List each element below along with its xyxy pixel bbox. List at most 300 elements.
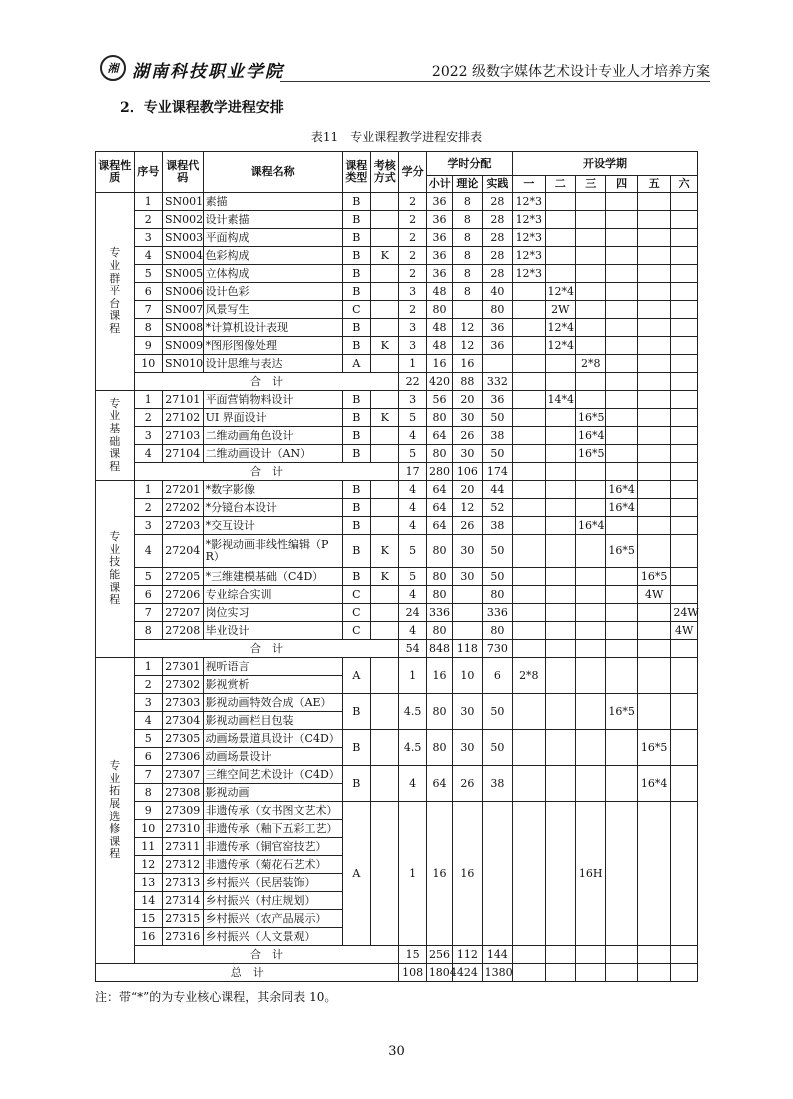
semester-cell [606, 373, 637, 391]
course-name: 设计素描 [203, 211, 342, 229]
course-credit: 4 [399, 517, 426, 535]
course-type: B [342, 211, 370, 229]
semester-cell [513, 535, 545, 568]
course-name: 视听语言 [203, 658, 342, 676]
subtotal-theory: 118 [453, 640, 482, 658]
subtotal-credit: 15 [399, 946, 426, 964]
semester-cell [637, 265, 670, 283]
page-number: 30 [388, 1044, 405, 1059]
exam-mode [371, 193, 399, 211]
course-code: 27103 [162, 427, 203, 445]
course-category: 专业基础课程 [96, 391, 135, 481]
semester-cell [545, 730, 575, 766]
semester-cell [545, 517, 575, 535]
theory-hours: 30 [453, 730, 482, 766]
semester-cell [606, 391, 637, 409]
table-row [96, 283, 698, 301]
exam-mode [371, 730, 399, 766]
semester-cell [606, 337, 637, 355]
header-sem-4: 四 [606, 176, 637, 193]
semester-cell [606, 730, 637, 766]
subtotal-row [96, 463, 698, 481]
course-credit: 5 [399, 568, 426, 586]
table-body [96, 193, 698, 982]
practice-hours: 80 [482, 622, 512, 640]
semester-cell [575, 604, 605, 622]
exam-mode [371, 265, 399, 283]
subtotal-practice: 174 [482, 463, 512, 481]
header-no: 序号 [134, 152, 162, 193]
semester-cell [513, 640, 545, 658]
table-row [96, 445, 698, 463]
semester-cell [671, 730, 698, 766]
semester-cell [637, 640, 670, 658]
semester-cell: 16*5 [637, 730, 670, 766]
course-type: B [342, 517, 370, 535]
practice-hours: 50 [482, 445, 512, 463]
course-code: 27304 [162, 712, 203, 730]
semester-cell: 12*4 [545, 283, 575, 301]
subtotal-label: 合 计 [134, 463, 399, 481]
document-title: 2022 级数字媒体艺术设计专业人才培养方案 [431, 64, 710, 80]
exam-mode [371, 445, 399, 463]
semester-cell [575, 658, 605, 694]
semester-cell [545, 535, 575, 568]
course-no: 6 [134, 283, 162, 301]
total-hours: 36 [426, 265, 452, 283]
semester-cell [606, 301, 637, 319]
semester-cell [671, 247, 698, 265]
course-type: C [342, 622, 370, 640]
course-no: 2 [134, 409, 162, 427]
semester-cell: 16H [575, 802, 605, 946]
course-type: B [342, 445, 370, 463]
semester-cell: 12*4 [545, 337, 575, 355]
semester-cell [575, 265, 605, 283]
total-hours: 80 [426, 586, 452, 604]
semester-cell [637, 229, 670, 247]
course-no: 2 [134, 211, 162, 229]
semester-cell [637, 694, 670, 730]
semester-cell [637, 445, 670, 463]
total-hours: 16 [426, 355, 452, 373]
section-heading: 2．专业课程教学进程安排 [120, 100, 284, 116]
exam-mode [371, 229, 399, 247]
course-no: 6 [134, 748, 162, 766]
course-credit: 4 [399, 481, 426, 499]
semester-cell: 12*3 [513, 229, 545, 247]
semester-cell [545, 409, 575, 427]
course-name: *计算机设计表现 [203, 319, 342, 337]
subtotal-hours: 280 [426, 463, 452, 481]
semester-cell: 12*3 [513, 247, 545, 265]
practice-hours: 336 [482, 604, 512, 622]
total-hours: 80 [426, 730, 452, 766]
theory-hours: 26 [453, 427, 482, 445]
school-name: 湖南科技职业学院 [132, 62, 284, 82]
course-code: 27314 [162, 892, 203, 910]
semester-cell [513, 463, 545, 481]
semester-cell [513, 319, 545, 337]
course-no: 11 [134, 838, 162, 856]
school-logo-icon [100, 55, 126, 81]
course-credit: 3 [399, 337, 426, 355]
practice-hours: 28 [482, 247, 512, 265]
semester-cell: 16*4 [606, 499, 637, 517]
semester-cell [545, 640, 575, 658]
table-row [96, 193, 698, 211]
semester-cell [606, 946, 637, 964]
course-no: 10 [134, 820, 162, 838]
semester-cell [671, 499, 698, 517]
exam-mode [371, 301, 399, 319]
course-no: 13 [134, 874, 162, 892]
table-row [96, 409, 698, 427]
theory-hours: 16 [453, 802, 482, 946]
semester-cell [513, 481, 545, 499]
semester-cell [513, 964, 545, 982]
course-name: 风景写生 [203, 301, 342, 319]
course-code: 27301 [162, 658, 203, 676]
semester-cell: 12*3 [513, 211, 545, 229]
semester-cell [513, 586, 545, 604]
table-row [96, 229, 698, 247]
subtotal-practice: 730 [482, 640, 512, 658]
semester-cell [671, 193, 698, 211]
course-no: 4 [134, 535, 162, 568]
course-name: 影视动画栏目包装 [203, 712, 342, 730]
course-code: 27202 [162, 499, 203, 517]
semester-cell [545, 766, 575, 802]
theory-hours: 10 [453, 658, 482, 694]
semester-cell [545, 427, 575, 445]
course-code: 27303 [162, 694, 203, 712]
course-type: B [342, 319, 370, 337]
course-no: 4 [134, 445, 162, 463]
total-hours: 48 [426, 337, 452, 355]
semester-cell [606, 409, 637, 427]
course-code: SN004 [162, 247, 203, 265]
exam-mode [371, 319, 399, 337]
semester-cell [671, 517, 698, 535]
semester-cell [575, 463, 605, 481]
subtotal-theory: 106 [453, 463, 482, 481]
exam-mode: K [371, 337, 399, 355]
semester-cell [671, 463, 698, 481]
course-code: 27316 [162, 928, 203, 946]
subtotal-label: 合 计 [134, 640, 399, 658]
course-code: 27305 [162, 730, 203, 748]
semester-cell [606, 445, 637, 463]
course-no: 9 [134, 802, 162, 820]
course-type: B [342, 283, 370, 301]
course-no: 3 [134, 517, 162, 535]
theory-hours [453, 301, 482, 319]
semester-cell: 4W [671, 622, 698, 640]
subtotal-hours: 420 [426, 373, 452, 391]
semester-cell: 2*8 [575, 355, 605, 373]
course-name: 二维动画设计（AN） [203, 445, 342, 463]
course-name: 乡村振兴（农产品展示） [203, 910, 342, 928]
semester-cell [513, 301, 545, 319]
practice-hours: 50 [482, 730, 512, 766]
semester-cell [637, 247, 670, 265]
course-code: SN010 [162, 355, 203, 373]
total-hours: 36 [426, 211, 452, 229]
course-code: 27310 [162, 820, 203, 838]
course-name: 非遗传承（女书图文艺术） [203, 802, 342, 820]
course-no: 7 [134, 301, 162, 319]
semester-cell [671, 802, 698, 946]
subtotal-hours: 256 [426, 946, 452, 964]
course-code: 27101 [162, 391, 203, 409]
semester-cell [575, 946, 605, 964]
semester-cell [671, 391, 698, 409]
course-credit: 1 [399, 355, 426, 373]
semester-cell [671, 337, 698, 355]
semester-cell [513, 391, 545, 409]
header-name: 课程名称 [203, 152, 342, 193]
table-row [96, 211, 698, 229]
semester-cell: 24W [671, 604, 698, 622]
table-row [96, 622, 698, 640]
semester-cell [575, 568, 605, 586]
semester-cell [513, 946, 545, 964]
table-row [96, 766, 698, 784]
semester-cell [575, 586, 605, 604]
semester-cell [671, 766, 698, 802]
semester-cell [671, 355, 698, 373]
course-name: UI 界面设计 [203, 409, 342, 427]
theory-hours: 12 [453, 319, 482, 337]
semester-cell [637, 373, 670, 391]
course-credit: 3 [399, 391, 426, 409]
table-row [96, 247, 698, 265]
semester-cell: 2*8 [513, 658, 545, 694]
course-name: 非遗传承（釉下五彩工艺） [203, 820, 342, 838]
course-type: B [342, 481, 370, 499]
theory-hours: 8 [453, 283, 482, 301]
semester-cell [513, 730, 545, 766]
course-name: 立体构成 [203, 265, 342, 283]
semester-cell [575, 499, 605, 517]
exam-mode: K [371, 535, 399, 568]
course-code: 27203 [162, 517, 203, 535]
course-name: 乡村振兴（人文景观） [203, 928, 342, 946]
theory-hours: 26 [453, 766, 482, 802]
subtotal-row [96, 946, 698, 964]
theory-hours: 8 [453, 193, 482, 211]
course-credit: 5 [399, 409, 426, 427]
course-type: B [342, 265, 370, 283]
course-code: 27315 [162, 910, 203, 928]
total-hours: 48 [426, 319, 452, 337]
course-name: 专业综合实训 [203, 586, 342, 604]
course-name: 平面营销物料设计 [203, 391, 342, 409]
semester-cell [513, 409, 545, 427]
course-code: 27308 [162, 784, 203, 802]
grand-total-hours: 1804 [426, 964, 452, 982]
semester-cell [671, 640, 698, 658]
practice-hours: 38 [482, 766, 512, 802]
semester-cell [671, 445, 698, 463]
semester-cell [545, 658, 575, 694]
table-row [96, 535, 698, 568]
subtotal-label: 合 计 [134, 373, 399, 391]
theory-hours: 30 [453, 535, 482, 568]
exam-mode: K [371, 409, 399, 427]
semester-cell [637, 604, 670, 622]
semester-cell [545, 802, 575, 946]
semester-cell [545, 622, 575, 640]
course-credit: 4 [399, 586, 426, 604]
exam-mode [371, 517, 399, 535]
semester-cell [513, 499, 545, 517]
semester-cell [606, 517, 637, 535]
course-code: 27313 [162, 874, 203, 892]
theory-hours: 30 [453, 445, 482, 463]
table-row [96, 658, 698, 676]
course-name: 岗位实习 [203, 604, 342, 622]
semester-cell [545, 568, 575, 586]
semester-cell [606, 604, 637, 622]
theory-hours: 8 [453, 229, 482, 247]
table-row [96, 265, 698, 283]
course-type: B [342, 766, 370, 802]
course-code: 27312 [162, 856, 203, 874]
course-no: 12 [134, 856, 162, 874]
semester-cell [606, 427, 637, 445]
course-name: *影视动画非线性编辑（PR） [203, 535, 342, 568]
course-no: 7 [134, 604, 162, 622]
semester-cell [575, 481, 605, 499]
header-hours: 学时分配 [426, 152, 512, 176]
course-type: B [342, 247, 370, 265]
course-no: 10 [134, 355, 162, 373]
course-no: 5 [134, 265, 162, 283]
theory-hours [453, 622, 482, 640]
course-name: 非遗传承（菊花石艺术） [203, 856, 342, 874]
course-name: 素描 [203, 193, 342, 211]
subtotal-practice: 332 [482, 373, 512, 391]
theory-hours: 8 [453, 211, 482, 229]
course-name: 设计思维与表达 [203, 355, 342, 373]
exam-mode: K [371, 568, 399, 586]
course-code: 27309 [162, 802, 203, 820]
practice-hours: 80 [482, 586, 512, 604]
course-name: *三维建模基础（C4D） [203, 568, 342, 586]
semester-cell: 16*5 [606, 535, 637, 568]
exam-mode [371, 211, 399, 229]
semester-cell [545, 586, 575, 604]
semester-cell [637, 409, 670, 427]
semester-cell: 12*3 [513, 193, 545, 211]
subtotal-practice: 144 [482, 946, 512, 964]
semester-cell [671, 229, 698, 247]
exam-mode [371, 499, 399, 517]
semester-cell [637, 535, 670, 568]
course-no: 5 [134, 730, 162, 748]
practice-hours: 38 [482, 427, 512, 445]
course-code: 27201 [162, 481, 203, 499]
semester-cell [575, 766, 605, 802]
practice-hours: 36 [482, 337, 512, 355]
practice-hours: 28 [482, 229, 512, 247]
table-row [96, 355, 698, 373]
semester-cell [545, 265, 575, 283]
semester-cell [637, 481, 670, 499]
semester-cell [606, 586, 637, 604]
header-code: 课程代码 [162, 152, 203, 193]
total-hours: 80 [426, 445, 452, 463]
semester-cell [606, 265, 637, 283]
semester-cell: 16*4 [575, 517, 605, 535]
course-name: *分镜台本设计 [203, 499, 342, 517]
practice-hours: 28 [482, 193, 512, 211]
semester-cell [606, 658, 637, 694]
exam-mode [371, 658, 399, 694]
course-type: B [342, 427, 370, 445]
course-no: 16 [134, 928, 162, 946]
table-row [96, 730, 698, 748]
semester-cell [637, 193, 670, 211]
course-name: 影视动画特效合成（AE） [203, 694, 342, 712]
semester-cell: 16*4 [606, 481, 637, 499]
semester-cell [513, 445, 545, 463]
total-hours: 56 [426, 391, 452, 409]
semester-cell [606, 193, 637, 211]
semester-cell [606, 463, 637, 481]
course-no: 3 [134, 229, 162, 247]
semester-cell [575, 337, 605, 355]
semester-cell [545, 211, 575, 229]
course-name: 色彩构成 [203, 247, 342, 265]
course-type: B [342, 499, 370, 517]
semester-cell [545, 463, 575, 481]
course-code: 27307 [162, 766, 203, 784]
course-code: 27204 [162, 535, 203, 568]
semester-cell [606, 355, 637, 373]
course-code: SN008 [162, 319, 203, 337]
semester-cell [671, 301, 698, 319]
course-name: 毕业设计 [203, 622, 342, 640]
subtotal-row [96, 640, 698, 658]
total-hours: 336 [426, 604, 452, 622]
course-credit: 1 [399, 802, 426, 946]
course-name: 影视赏析 [203, 676, 342, 694]
exam-mode [371, 766, 399, 802]
semester-cell [637, 319, 670, 337]
practice-hours: 36 [482, 319, 512, 337]
course-type: B [342, 193, 370, 211]
semester-cell [671, 568, 698, 586]
course-no: 3 [134, 694, 162, 712]
semester-cell: 4W [637, 586, 670, 604]
semester-cell [575, 373, 605, 391]
practice-hours: 50 [482, 694, 512, 730]
header-sem-5: 五 [637, 176, 670, 193]
course-credit: 24 [399, 604, 426, 622]
subtotal-row [96, 373, 698, 391]
course-credit: 1 [399, 658, 426, 694]
semester-cell: 16*4 [637, 766, 670, 802]
course-code: SN001 [162, 193, 203, 211]
semester-cell [637, 391, 670, 409]
course-no: 9 [134, 337, 162, 355]
course-name: 动画场景设计 [203, 748, 342, 766]
semester-cell [637, 499, 670, 517]
course-credit: 2 [399, 265, 426, 283]
